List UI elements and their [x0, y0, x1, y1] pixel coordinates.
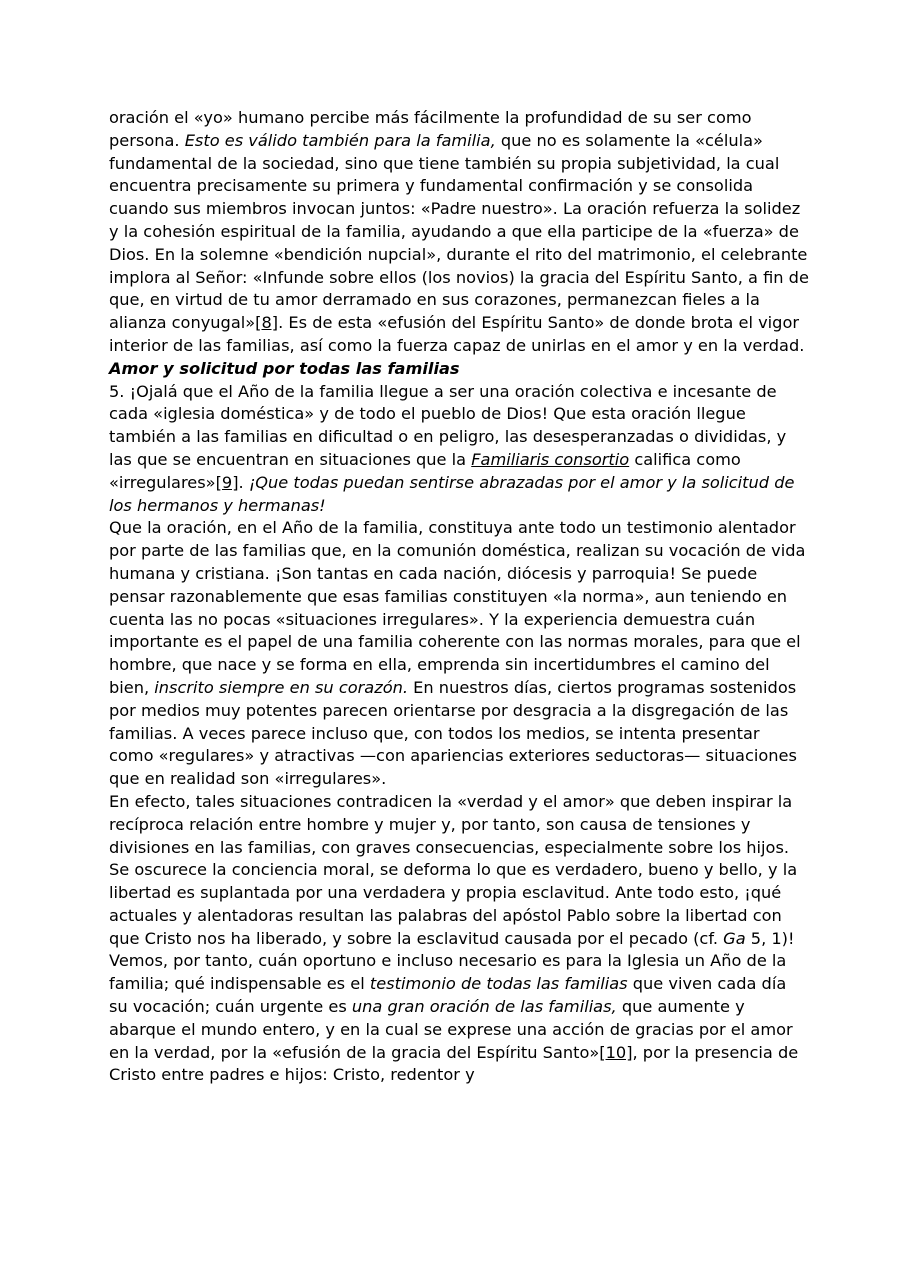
emphasis-text: una gran oración de las familias,	[351, 997, 617, 1017]
paragraph: En efecto, tales situaciones contradicen la «verdad y el amor» que deben inspirar la recíproca relación entre hombre y mujer y, por tanto, son causa de tensiones y divisiones en las familias, con graves consecuencias, especialmente sobre los hijos. Se oscurece la conciencia moral, se deforma lo que es verdadero, bueno y bello, y la libertad es suplantada por una verdadera y propia esclavitud. Ante todo esto, ¡qué actuales y alentadoras resultan las palabras del apóstol Pablo sobre la libertad con que Cristo nos ha liberado, y sobre la esclavitud causada por el pecado (cf. Ga 5, 1)!	[109, 791, 798, 948]
emphasis-text: inscrito siempre en su corazón.	[154, 677, 409, 697]
emphasis-text: testimonio de todas las familias	[369, 974, 628, 994]
paragraph: Que la oración, en el Año de la familia, constituya ante todo un testimonio alentador por parte de las familias que, en la comunión doméstica, realizan su vocación de vida humana y cristiana. ¡Son tantas en cada nación, diócesis y parroquia! Se puede pensar razonablemente que esas familias constituyen «la norma», aun teniendo en cuenta las no pocas «situaciones irregulares». Y la experiencia demuestra cuán importante es el papel de una familia coherente con las normas morales, para que el hombre, que nace y se forma en ella, emprenda sin incertidumbres el camino del bien, inscrito siempre en su corazón. En nuestros días, ciertos programas sostenidos por medios muy potentes parecen orientarse por desgracia a la disgregación de las familias. A veces parece incluso que, con todos los medios, se intenta presentar como «regulares» y atractivas —con apariencias exteriores seductoras— situaciones que en realidad son «irregulares».	[109, 518, 806, 789]
emphasis-text: Ga	[723, 928, 746, 948]
footnote-link-9[interactable]: [9]	[215, 472, 239, 492]
section-heading: Amor y solicitud por todas las familias	[109, 358, 460, 378]
paragraph: Vemos, por tanto, cuán oportuno e incluso necesario es para la Iglesia un Año de la familia; qué indispensable es el testimonio de todas las familias que viven cada día su vocación; cuán urgente es una gran oración de las familias, que aumente y abarque el mundo entero, y en la cual se exprese una acción de gracias por el amor en la verdad, por la «efusión de la gracia del Espíritu Santo»[10], por la presencia de Cristo entre padres e hijos: Cristo, redentor y	[109, 951, 799, 1085]
paragraph: oración el «yo» humano percibe más fácilmente la profundidad de su ser como persona. Esto es válido también para la familia, que no es solamente la «célula» fundamental de la sociedad, sino que tiene también su propia subjetividad, la cual encuentra precisamente su primera y fundamental confirmación y se consolida cuando sus miembros invocan juntos: «Padre nuestro». La oración refuerza la solidez y la cohesión espiritual de la familia, ayudando a que ella participe de la «fuerza» de Dios. En la solemne «bendición nupcial», durante el rito del matrimonio, el celebrante implora al Señor: «Infunde sobre ellos (los novios) la gracia del Espíritu Santo, a fin de que, en virtud de tu amor derramado en sus corazones, permanezcan fieles a la alianza conyugal»[8]. Es de esta «efusión del Espíritu Santo» de donde brota el vigor interior de las familias, así como la fuerza capaz de unirlas en el amor y en la verdad.	[109, 108, 809, 355]
document-body	[109, 107, 809, 1087]
footnote-link-8[interactable]: [8]	[255, 313, 279, 333]
emphasis-text: ¡Que todas puedan sentirse abrazadas por el amor y la solicitud de los hermanos y hermanas!	[109, 472, 795, 515]
emphasis-text: Esto es válido también para la familia,	[184, 130, 496, 150]
footnote-link-10[interactable]: [10]	[599, 1042, 633, 1062]
paragraph: 5. ¡Ojalá que el Año de la familia llegue a ser una oración colectiva e incesante de cada «iglesia doméstica» y de todo el pueblo de Dios! Que esta oración llegue también a las familias en dificultad o en peligro, las desesperanzadas o divididas, y las que se encuentran en situaciones que la Familiaris consortio califica como «irregulares»[9]. ¡Que todas puedan sentirse abrazadas por el amor y la solicitud de los hermanos y hermanas!	[109, 381, 795, 515]
familiaris-consortio-link[interactable]: Familiaris consortio	[471, 449, 630, 469]
